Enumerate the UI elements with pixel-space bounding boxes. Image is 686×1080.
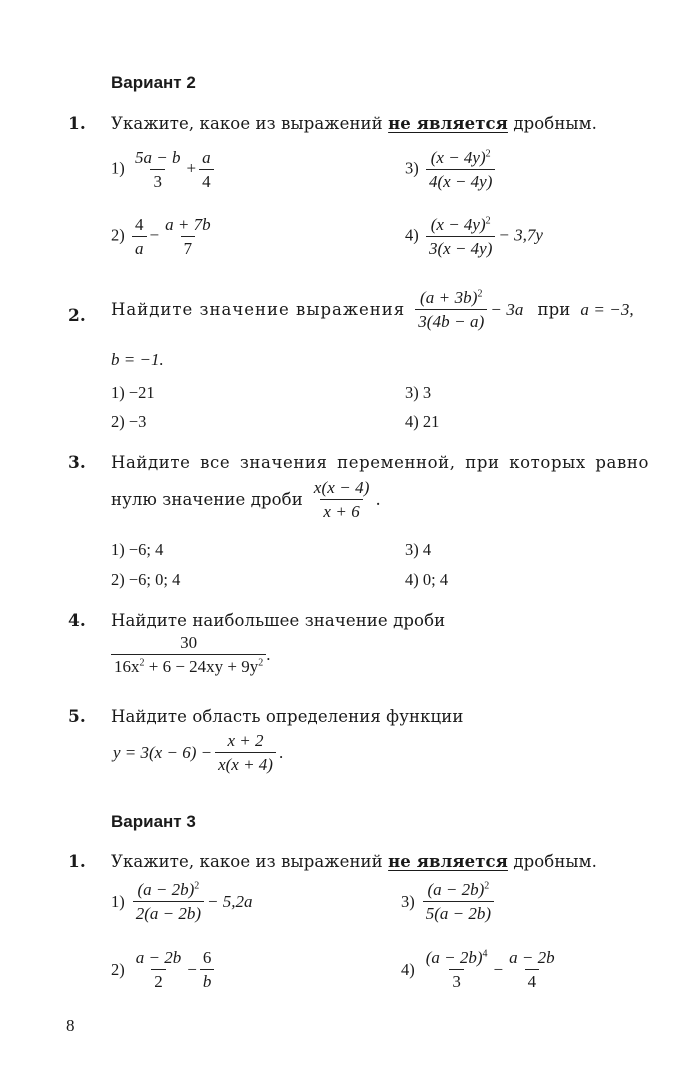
fraction-numerator: (a − 2b) xyxy=(137,880,195,899)
v2-q2-option-2 xyxy=(111,412,146,432)
fraction-numerator: (a + 3b) xyxy=(419,288,478,307)
exponent: 2 xyxy=(485,215,491,227)
option-label: 4) xyxy=(401,959,415,979)
denominator-term: 16x xyxy=(114,656,140,676)
emphasis-text: не является xyxy=(388,852,508,871)
exponent: 2 xyxy=(139,656,145,668)
fraction-numerator: (x − 4y) xyxy=(430,215,486,234)
option-value: 4 xyxy=(422,540,432,559)
fraction-denominator: 7 xyxy=(181,236,196,259)
expression-tail: − 3a xyxy=(490,299,524,319)
option-label: 4) xyxy=(405,225,419,245)
option-value: −6; 0; 4 xyxy=(128,570,181,589)
v2-q2-option-3 xyxy=(405,383,431,403)
option-value: 0; 4 xyxy=(422,570,449,589)
condition-a: a = −3, xyxy=(580,299,634,319)
v2-q3-line-1: Найдите все значения переменной, при которых равно xyxy=(111,453,649,472)
v2-q2-option-4 xyxy=(405,412,439,432)
v2-q2-condition-b xyxy=(111,350,164,370)
operator: − xyxy=(149,225,160,245)
denominator-term: + 6 − 24xy + 9y xyxy=(144,656,259,676)
v3-q1-option-2 xyxy=(111,948,217,991)
option-value: 21 xyxy=(422,412,440,431)
fraction-denominator: 2(a − 2b) xyxy=(135,903,202,923)
exponent: 2 xyxy=(477,288,483,300)
operator: − xyxy=(493,959,504,979)
option-label: 2) xyxy=(111,225,125,245)
fraction-numerator: 6 xyxy=(202,948,212,967)
v3-q1-option-3 xyxy=(401,880,497,923)
fraction-numerator: a − 2b xyxy=(135,948,182,967)
expression-tail: − 3,7y xyxy=(498,225,543,245)
exponent: 4 xyxy=(482,948,488,960)
v2-q4-prompt: Найдите наибольшее значение дроби xyxy=(111,611,446,630)
option-label: 3) xyxy=(405,158,419,178)
option-label: 1) xyxy=(111,158,125,178)
fraction-numerator: (a − 2b) xyxy=(425,948,483,967)
option-label: 1) xyxy=(111,891,125,911)
fraction-numerator: a xyxy=(202,148,211,167)
v2-q2-number: 2. xyxy=(68,306,86,326)
prompt-text: нулю значение дроби xyxy=(111,490,303,510)
variant-3-heading: Вариант 3 xyxy=(111,812,196,831)
fraction-denominator: 5(a − 2b) xyxy=(425,903,492,923)
option-label: 1) xyxy=(111,383,125,402)
fraction-denominator: 4(x − 4y) xyxy=(429,171,493,191)
option-label: 3) xyxy=(401,891,415,911)
v2-q5-number: 5. xyxy=(68,707,86,727)
v2-q1-option-4 xyxy=(405,215,543,258)
fraction-denominator: 4 xyxy=(525,969,540,992)
exponent: 2 xyxy=(194,880,200,892)
prompt-text-end: дробным. xyxy=(513,852,597,871)
v2-q3-number: 3. xyxy=(68,453,86,473)
fraction-denominator: x + 6 xyxy=(323,501,360,521)
v2-q5-prompt: Найдите область определения функции xyxy=(111,707,464,726)
prompt-text-end: дробным. xyxy=(513,114,597,133)
option-value: −3 xyxy=(128,412,147,431)
emphasis-text: не является xyxy=(388,114,508,133)
fraction-denominator: b xyxy=(202,971,212,991)
v3-q1-option-1 xyxy=(111,880,253,923)
period: . xyxy=(375,490,381,510)
prompt-text: Найдите значение выражения xyxy=(111,300,406,320)
fraction-denominator xyxy=(111,654,266,677)
v2-q3-option-1 xyxy=(111,540,163,560)
option-value: −6; 4 xyxy=(128,540,164,559)
fraction-denominator: x(x + 4) xyxy=(218,754,273,774)
v2-q1-option-2 xyxy=(111,215,217,258)
exponent: 2 xyxy=(484,880,490,892)
condition-word: при xyxy=(537,300,571,320)
fraction-numerator: 4 xyxy=(135,215,144,234)
operator: − xyxy=(187,959,197,979)
v2-q1-option-1 xyxy=(111,148,217,191)
v2-q1-option-3 xyxy=(405,148,498,191)
v2-q5-function xyxy=(113,731,283,774)
v2-q3-option-4 xyxy=(405,570,448,590)
prompt-text: Укажите, какое из выражений xyxy=(111,852,383,871)
period: . xyxy=(266,644,271,664)
v2-q1-prompt xyxy=(111,114,597,133)
option-label: 3) xyxy=(405,383,419,402)
function-lhs: y = 3(x − 6) − xyxy=(113,742,213,762)
option-label: 2) xyxy=(111,412,125,431)
fraction-denominator: 2 xyxy=(151,969,166,992)
fraction-numerator: a + 7b xyxy=(165,215,211,234)
fraction-denominator: 3 xyxy=(449,969,464,992)
option-label: 3) xyxy=(405,540,419,559)
v2-q2-prompt xyxy=(111,288,651,331)
fraction-numerator: (a − 2b) xyxy=(427,880,485,899)
v2-q3-line-2 xyxy=(111,478,381,521)
fraction-denominator: 3(4b − a) xyxy=(418,311,485,331)
fraction-denominator: a xyxy=(135,238,144,258)
fraction-denominator: 4 xyxy=(199,169,214,192)
option-label: 1) xyxy=(111,540,125,559)
v2-q3-option-2 xyxy=(111,570,180,590)
v2-q1-number: 1. xyxy=(68,114,86,134)
fraction-numerator: 5a − b xyxy=(135,148,181,167)
fraction-numerator: x + 2 xyxy=(227,731,264,750)
v2-q2-option-1 xyxy=(111,383,155,403)
option-label: 4) xyxy=(405,412,419,431)
fraction-numerator: 30 xyxy=(180,633,198,652)
fraction-numerator: a − 2b xyxy=(509,948,555,967)
option-value: 3 xyxy=(422,383,432,402)
expression-tail: − 5,2a xyxy=(207,891,253,911)
option-label: 2) xyxy=(111,570,125,589)
v3-q1-number: 1. xyxy=(68,852,86,872)
fraction-numerator: x(x − 4) xyxy=(313,478,370,497)
fraction-denominator: 3(x − 4y) xyxy=(429,238,493,258)
fraction-numerator: (x − 4y) xyxy=(430,148,486,167)
period: . xyxy=(278,742,284,762)
v2-q4-number: 4. xyxy=(68,611,86,631)
option-value: −21 xyxy=(128,383,155,402)
prompt-text: Укажите, какое из выражений xyxy=(111,114,383,133)
v3-q1-prompt xyxy=(111,852,597,871)
option-label: 4) xyxy=(405,570,419,589)
operator: + xyxy=(186,158,197,178)
variant-2-heading: Вариант 2 xyxy=(111,73,196,92)
page-number: 8 xyxy=(66,1016,75,1035)
v3-q1-option-4 xyxy=(401,948,561,991)
option-label: 2) xyxy=(111,959,125,979)
v2-q3-option-3 xyxy=(405,540,431,560)
exponent: 2 xyxy=(258,656,264,668)
exponent: 2 xyxy=(485,148,491,160)
fraction-denominator: 3 xyxy=(150,169,165,192)
condition-b-text: b = −1. xyxy=(111,350,164,369)
v2-q4-fraction xyxy=(111,633,271,676)
